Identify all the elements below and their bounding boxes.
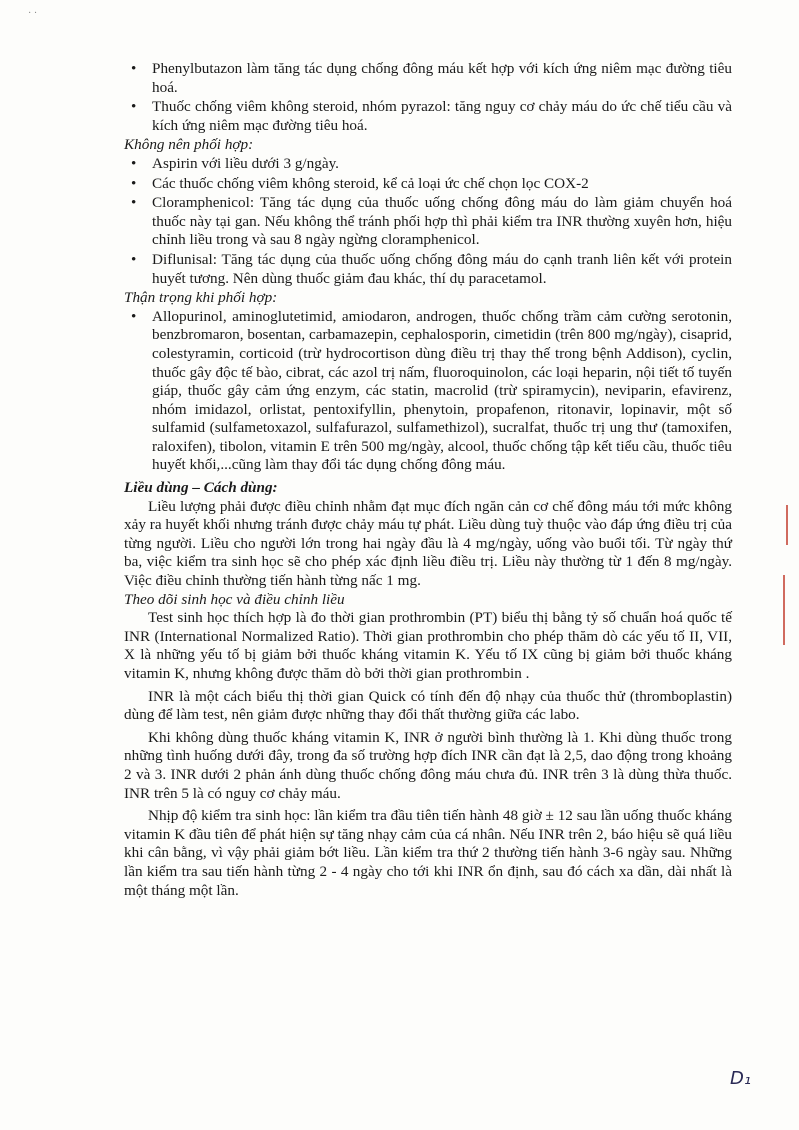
bullet-marker: • xyxy=(131,60,137,77)
red-margin-mark xyxy=(783,575,785,645)
bullet-marker: • xyxy=(131,98,137,116)
theo-doi-paragraph: INR là một cách biểu thị thời gian Quick có tính đến độ nhạy của thuốc thử (thromboplastin) dùng để làm test, nên giảm được những thay đổi thất thường giữa các labo. xyxy=(124,687,732,724)
khong-nen-heading: Không nên phối hợp: xyxy=(124,136,254,154)
bullet-text: Phenylbutazon làm tăng tác dụng chống đông máu kết hợp với kích ứng niêm mạc đường tiêu hoá. xyxy=(152,60,732,96)
theo-doi-paragraph: Test sinh học thích hợp là đo thời gian prothrombin (PT) biểu thị bằng tỷ số chuẩn hoá quốc tế INR (International Normalized Ratio). Thời gian prothrombin cho phép thăm dò các yếu tố II, VII, X là những yếu tố bị giảm bởi thuốc kháng vitamin K. Yếu tố IX cũng bị giảm bởi thuốc kháng vitamin K, nhưng không được thăm dò bởi thời gian prothrombin . xyxy=(124,609,732,682)
bullet-item xyxy=(124,194,732,250)
bullet-marker: • xyxy=(131,194,137,212)
bullet-marker: • xyxy=(131,154,137,172)
bullet-marker: • xyxy=(131,307,137,325)
bullet-text: Aspirin với liều dưới 3 g/ngày. xyxy=(152,154,339,172)
bullet-item xyxy=(124,60,732,97)
bullet-item xyxy=(124,175,732,194)
lieu-dung-title: Liều dùng – Cách dùng: xyxy=(124,479,278,497)
bullet-text: Allopurinol, aminoglutetimid, amiodaron, androgen, thuốc chống trầm cảm cường serotonin, benzbromaron, bosentan, carbamazepin, cephalosporin, cimetidin (trên 800 mg/ngày), cisaprid, colestyramin, corticoid (trừ hydrocortison dùng điều trị thay thế trong bệnh Addison), cyclin, thuốc gây độc tế bào, cibrat, các azol trị nấm, fluoroquinolon, các loại heparin, nội tiết tố tuyến giáp, thuốc gây cảm ứng enzym, các statin, macrolid (trừ spiramycin), neviparin, efavirenz, nhóm imidazol, orlistat, pentoxifyllin, phenytoin, propafenon, ritonavir, lopinavir, một số sulfamid (sulfametoxazol, sulfafurazol, sulfamethizol), sucralfat, thuốc trị ung thư (tamoxifen, raloxifen), tibolon, vitamin E trên 500 mg/ngày, alcool, thuốc chống tập kết tiểu cầu, thuốc tiêu huyết khối,...cũng làm thay đổi tác dụng chống đông máu. xyxy=(152,307,732,474)
theo-doi-paragraph: Nhịp độ kiểm tra sinh học: lần kiểm tra đầu tiên tiến hành 48 giờ ± 12 sau lần uống thuốc kháng vitamin K đầu tiên để phát hiện sự tăng nhạy cảm của cá nhân. Nếu INR trên 2, báo hiệu sẽ quá liều khi cân bằng, vì vậy phải giảm bớt liều. Lần kiểm tra thứ 2 thường tiến hành 3-6 ngày sau. Những lần kiểm tra sau tiến hành từng 2 - 4 ngày cho tới khi INR ổn định, sau đó cách xa dần, dài nhất là một tháng một lần. xyxy=(124,807,732,899)
bullet-text: Các thuốc chống viêm không steroid, kể cả loại ức chế chọn lọc COX-2 xyxy=(152,174,589,192)
scan-speck-mark: · · xyxy=(28,8,38,19)
theo-doi-paragraph: Khi không dùng thuốc kháng vitamin K, INR ở người bình thường là 1. Khi dùng thuốc trong những tình huống dưới đây, trong đa số trường hợp đích INR cần đạt là 2,5, dao động trong khoảng 2 và 3. INR dưới 2 phản ánh dùng thuốc chống đông máu chưa đủ. INR trên 3 là dùng thừa thuốc. INR trên 5 là có nguy cơ chảy máu. xyxy=(124,728,732,802)
bullet-text: Thuốc chống viêm không steroid, nhóm pyrazol: tăng nguy cơ chảy máu do ức chế tiểu cầu và kích ứng niêm mạc đường tiêu hoá. xyxy=(152,98,732,134)
red-margin-mark xyxy=(786,505,788,545)
bullet-marker: • xyxy=(131,250,137,268)
document-body xyxy=(124,60,732,900)
bullet-item xyxy=(124,308,732,475)
than-trong-heading: Thận trọng khi phối hợp: xyxy=(124,289,278,307)
lieu-dung-paragraph: Liều lượng phải được điều chỉnh nhằm đạt mục đích ngăn cản cơ chế đông máu tới mức không xảy ra huyết khối nhưng tránh được chảy máu tự phát. Liều dùng tuỳ thuộc vào đáp ứng điều trị của từng người. Liều cho người lớn trong hai ngày đầu là 4 mg/ngày, uống vào buổi tối. Từ ngày thứ ba, việc kiểm tra sinh học sẽ cho phép xác định liều điều trị. Liều này thường từ 1 đến 8 mg/ngày. Việc điều chỉnh thường tiến hành từng nấc 1 mg. xyxy=(124,497,732,590)
theo-doi-heading: Theo dõi sinh học và điều chỉnh liều xyxy=(124,590,345,608)
bullet-marker: • xyxy=(131,174,137,192)
bullet-item xyxy=(124,155,732,174)
bullet-text: Diflunisal: Tăng tác dụng của thuốc uống chống đông máu do cạnh tranh liên kết với protein huyết tương. Nên dùng thuốc giảm đau khác, thí dụ paracetamol. xyxy=(152,250,732,287)
bullet-item xyxy=(124,251,732,288)
bullet-item xyxy=(124,98,732,135)
page-mark: D₁ xyxy=(730,1068,752,1089)
bullet-text: Cloramphenicol: Tăng tác dụng của thuốc uống chống đông máu do làm giảm chuyển hoá thuốc này tại gan. Nếu không thể tránh phối hợp thì phải kiểm tra INR thường xuyên hơn, hiệu chỉnh liều trong và sau 8 ngày ngừng cloramphenicol. xyxy=(152,194,732,249)
